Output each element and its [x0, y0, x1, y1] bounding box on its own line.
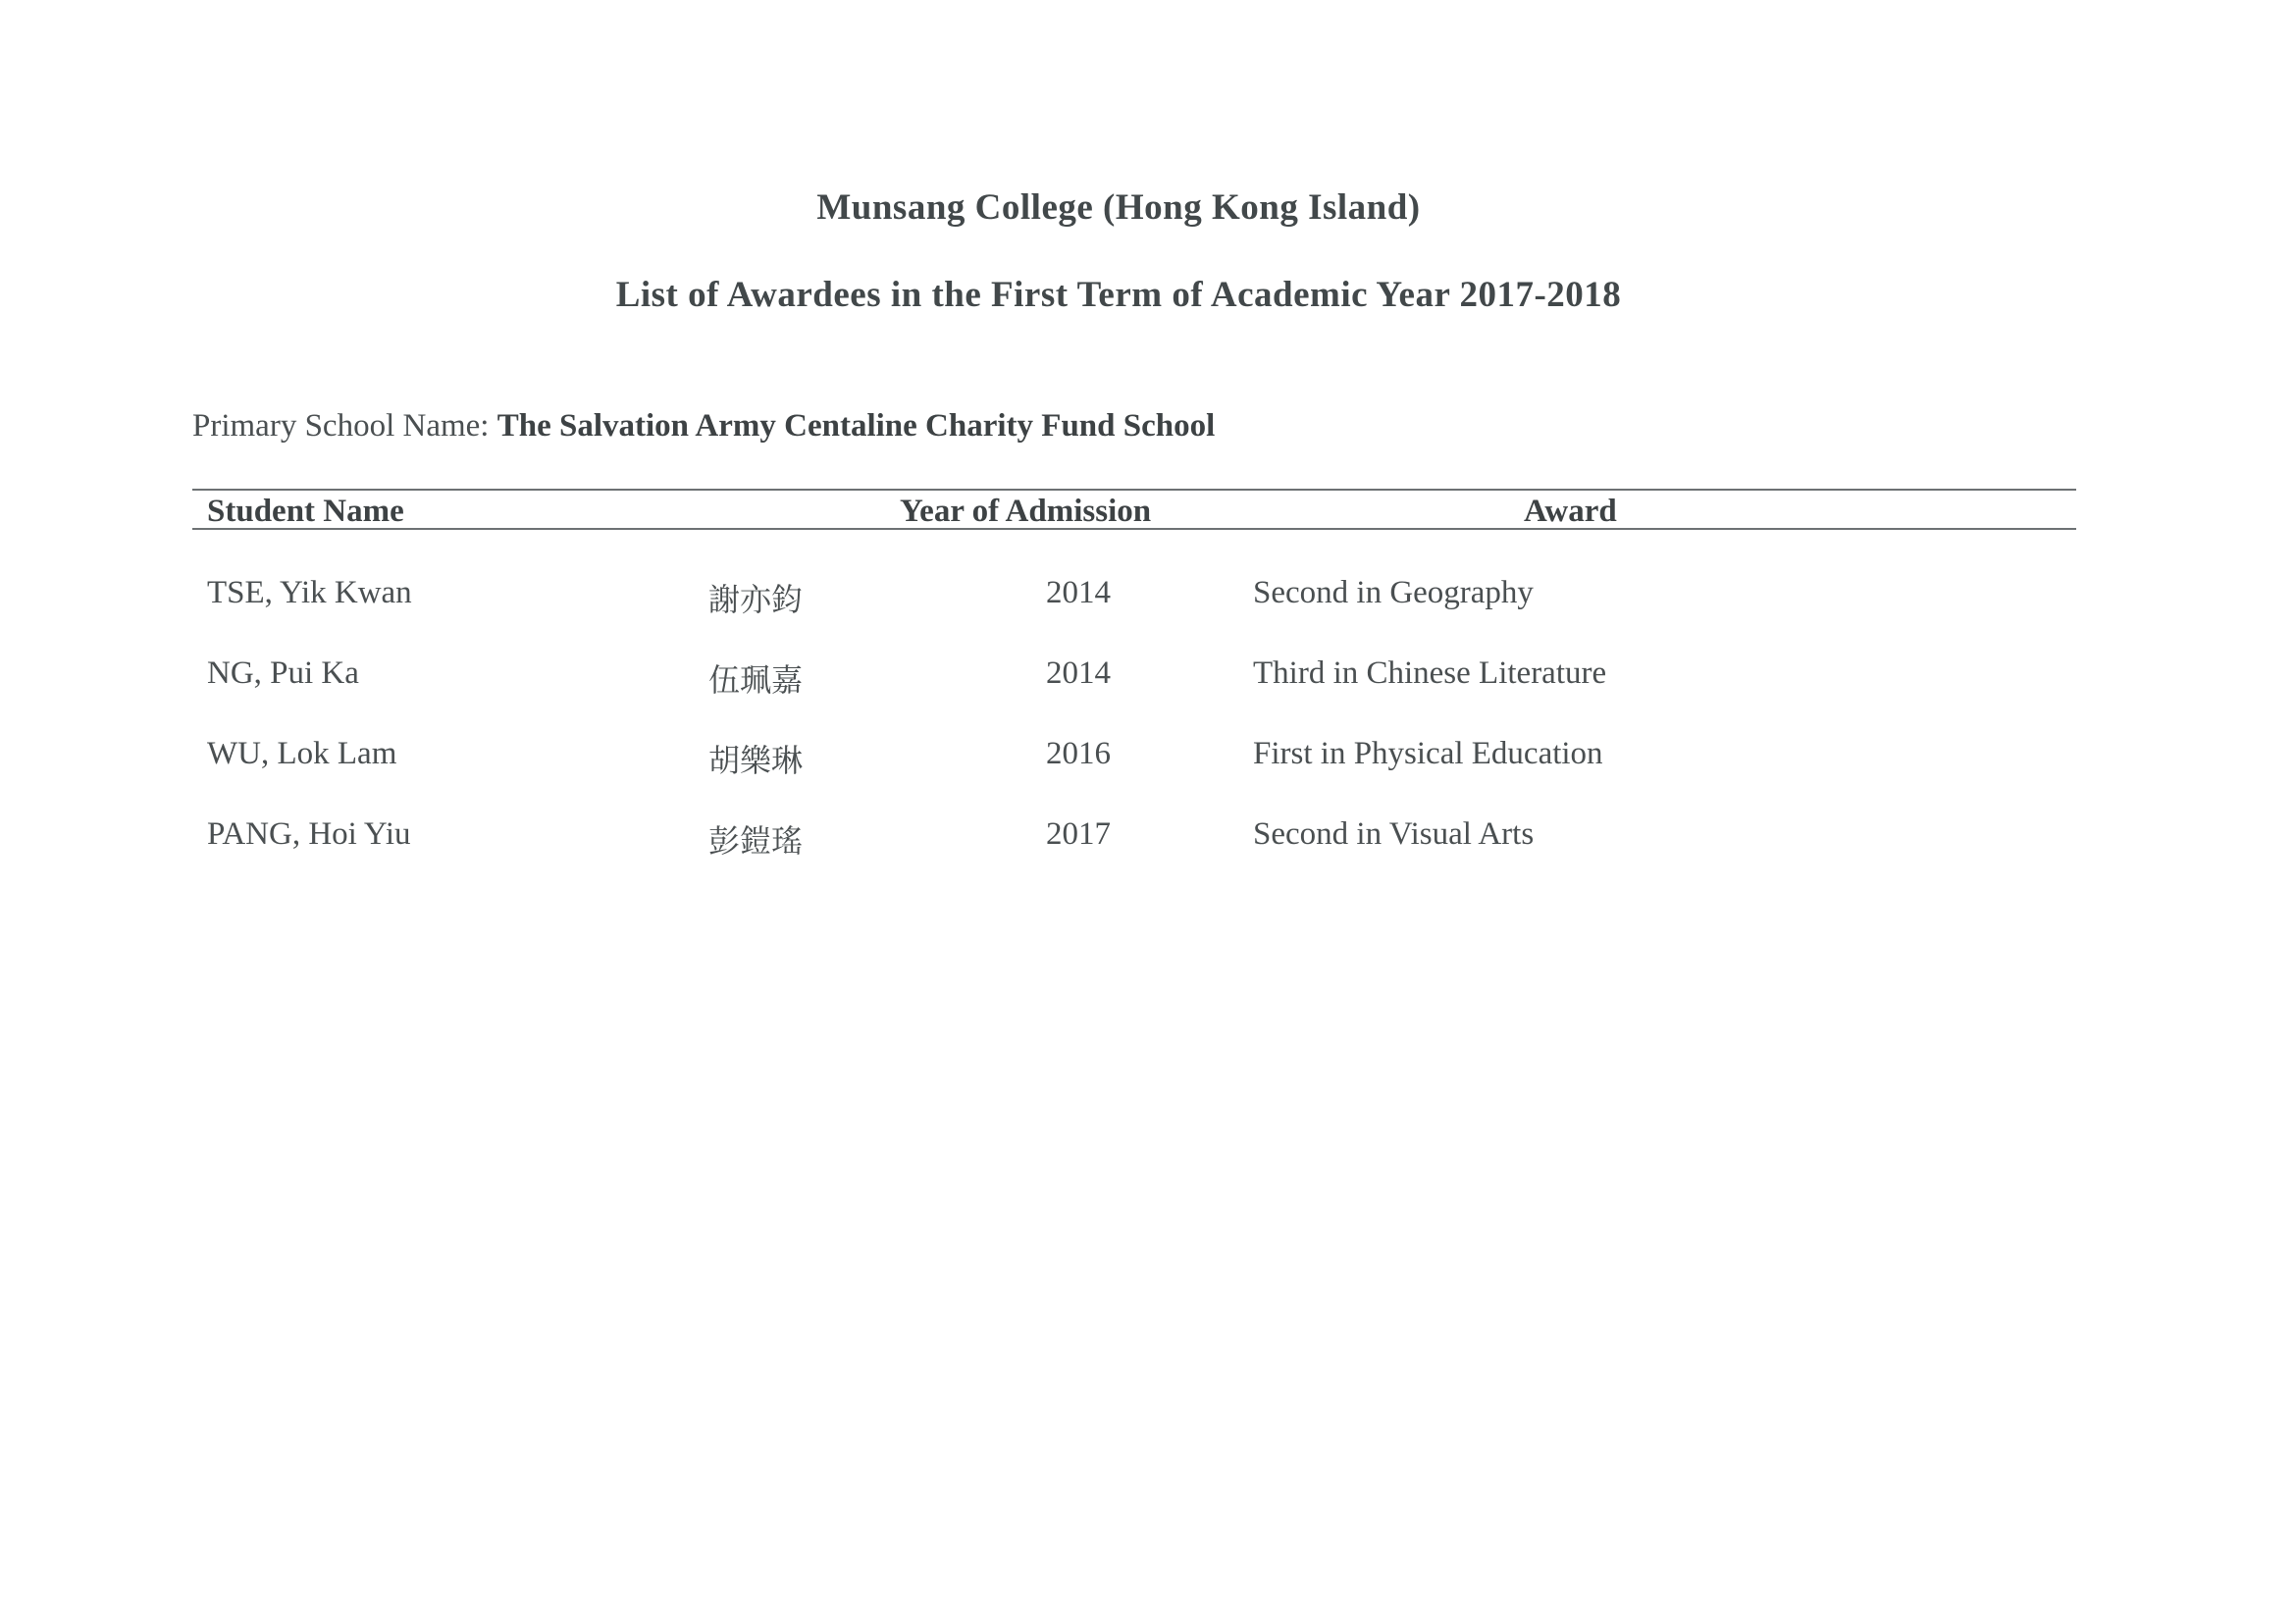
primary-school-name: The Salvation Army Centaline Charity Fund School	[496, 408, 1216, 444]
column-header-award: Award	[1524, 494, 1617, 529]
table-row	[0, 816, 2296, 875]
student-name-cell: NG, Pui Ka	[207, 655, 359, 691]
student-name-cell: WU, Lok Lam	[207, 736, 397, 771]
table-header-bottom-rule	[192, 528, 2076, 530]
primary-school-label: Primary School Name:	[192, 408, 497, 444]
table-row	[0, 736, 2296, 795]
year-of-admission-cell: 2014	[1046, 655, 1111, 691]
student-name-cell: PANG, Hoi Yiu	[207, 816, 411, 852]
chinese-name-cell: 胡樂琳	[708, 742, 804, 779]
chinese-name-cell: 謝亦鈞	[708, 581, 804, 618]
primary-school-line	[192, 408, 1215, 445]
year-of-admission-cell: 2014	[1046, 575, 1111, 610]
chinese-name-cell: 彭鎧瑤	[708, 822, 804, 860]
year-of-admission-cell: 2016	[1046, 736, 1111, 771]
student-name-cell: TSE, Yik Kwan	[207, 575, 412, 610]
award-cell: Third in Chinese Literature	[1253, 655, 1607, 691]
table-row	[0, 575, 2296, 634]
award-cell: Second in Visual Arts	[1253, 816, 1535, 852]
page-subtitle: List of Awardees in the First Term of Academic Year 2017-2018	[615, 275, 1622, 315]
page-title: Munsang College (Hong Kong Island)	[816, 187, 1421, 228]
table-row	[0, 655, 2296, 714]
column-header-year-of-admission: Year of Admission	[900, 494, 1152, 529]
column-header-student-name: Student Name	[207, 494, 404, 529]
award-cell: First in Physical Education	[1253, 736, 1603, 771]
table-header-top-rule	[192, 489, 2076, 491]
award-cell: Second in Geography	[1253, 575, 1534, 610]
year-of-admission-cell: 2017	[1046, 816, 1111, 852]
chinese-name-cell: 伍珮嘉	[708, 661, 804, 699]
